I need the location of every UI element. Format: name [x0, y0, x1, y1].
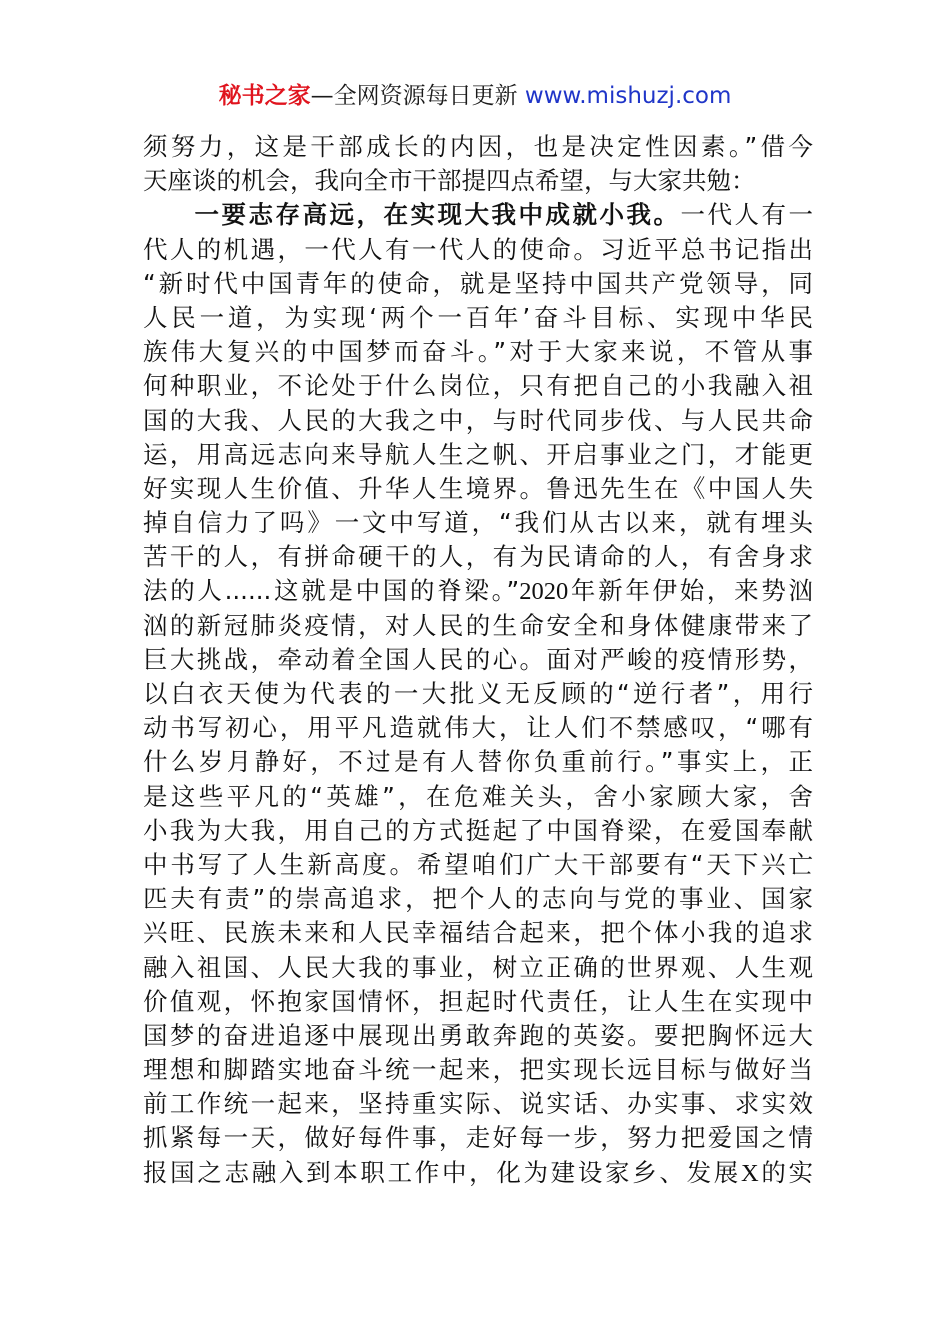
header-tagline: —全网资源每日更新: [310, 83, 518, 109]
line-text: 人民一道，为实现‘两个一百年’奋斗目标、实现中华民: [143, 302, 813, 332]
line-text: 须努力，这是干部成长的内因，也是决定性因素。”借今: [143, 132, 813, 161]
line-text: 汹的新冠肺炎疫情，对人民的生命安全和身体健康带来了: [143, 610, 813, 640]
page-header: [0, 80, 950, 112]
text-line: [143, 438, 813, 472]
line-text: 的实: [758, 1157, 813, 1187]
latin-text: 2020: [519, 578, 569, 606]
bold-heading-text: 一要志存高远，在实现大我中成就小我。: [192, 200, 681, 230]
text-line: [143, 711, 813, 745]
line-text: 什么岁月静好，不过是有人替你负重前行。”事实上，正: [143, 747, 813, 777]
text-line: [143, 882, 813, 916]
line-text: 抓紧每一天，做好每件事，走好每一步，努力把爱国之情: [143, 1123, 813, 1153]
text-line: [143, 1053, 813, 1087]
line-text: 苦干的人，有拼命硬干的人，有为民请命的人，有舍身求: [143, 542, 813, 572]
text-line: [143, 643, 813, 677]
text-line: [143, 814, 813, 848]
line-text: 运，用高远志向来导航人生之帆、开启事业之门，才能更: [143, 439, 813, 469]
latin-text: X: [740, 1159, 759, 1187]
line-text: “新时代中国青年的使命，就是坚持中国共产党领导，同: [143, 268, 813, 298]
line-text: 掉自信力了吗》一文中写道，“我们从古以来，就有埋头: [143, 508, 813, 538]
text-line: [143, 198, 813, 232]
line-text: 巨大挑战，牵动着全国人民的心。面对严峻的疫情形势，: [143, 644, 813, 674]
text-line: [143, 472, 813, 506]
line-text: 前工作统一起来，坚持重实际、说实话、办实事、求实效: [143, 1089, 813, 1119]
header-url-link[interactable]: www.mishuzj.com: [524, 83, 732, 109]
line-text: 年新年伊始，来势汹: [568, 576, 814, 606]
text-line: [143, 267, 813, 301]
text-line: [143, 301, 813, 335]
line-text: 融入祖国、人民大我的事业，树立正确的世界观、人生观: [143, 952, 813, 982]
line-text: 是这些平凡的“英雄”，在危难关头，舍小家顾大家，舍: [143, 781, 813, 811]
line-text: 何种职业，不论处于什么岗位，只有把自己的小我融入祖: [143, 371, 813, 401]
text-line: [143, 335, 813, 369]
line-text: 理想和脚踏实地奋斗统一起来，把实现长远目标与做好当: [143, 1055, 813, 1085]
line-text: 报国之志融入到本职工作中，化为建设家乡、发展: [143, 1157, 741, 1187]
text-line: [143, 574, 813, 608]
text-line: [143, 609, 813, 643]
text-line: [143, 780, 813, 814]
text-line: [143, 506, 813, 540]
text-line: [143, 1156, 813, 1190]
text-line: [143, 916, 813, 950]
line-text: 天座谈的机会，我向全市干部提四点希望，与大家共勉：: [143, 166, 756, 196]
text-line: [143, 745, 813, 779]
text-line: [143, 1019, 813, 1053]
line-text: 小我为大我，用自己的方式挺起了中国脊梁，在爱国奉献: [143, 815, 813, 845]
text-line: [143, 130, 813, 164]
text-line: [143, 369, 813, 403]
line-text: 以白衣天使为代表的一大批义无反顾的“逆行者”，用行: [143, 679, 813, 708]
line-text: 一代人有一: [680, 200, 813, 230]
document-body: [143, 130, 813, 1190]
line-text: 匹夫有责”的崇高追求，把个人的志向与党的事业、国家: [143, 884, 813, 914]
text-line: [143, 985, 813, 1019]
text-line: [143, 848, 813, 882]
text-line: [143, 540, 813, 574]
line-text: 法的人......这就是中国的脊梁。”: [143, 576, 520, 606]
text-line: [143, 164, 813, 198]
line-text: 好实现人生价值、升华人生境界。鲁迅先生在《中国人失: [143, 473, 813, 503]
text-line: [143, 677, 813, 711]
line-text: 兴旺、民族未来和人民幸福结合起来，把个体小我的追求: [143, 918, 813, 948]
line-text: 价值观，怀抱家国情怀，担起时代责任，让人生在实现中: [143, 986, 813, 1016]
line-text: 中书写了人生新高度。希望咱们广大干部要有“天下兴亡: [143, 849, 813, 879]
header-brand: 秘书之家: [218, 83, 311, 109]
line-text: 国梦的奋进追逐中展现出勇敢奔跑的英姿。要把胸怀远大: [143, 1020, 813, 1050]
text-line: [143, 951, 813, 985]
line-text: 国的大我、人民的大我之中，与时代同步伐、与人民共命: [143, 405, 813, 435]
line-text: 族伟大复兴的中国梦而奋斗。”对于大家来说，不管从事: [143, 337, 813, 367]
text-line: [143, 1121, 813, 1155]
text-line: [143, 1087, 813, 1121]
text-line: [143, 404, 813, 438]
line-text: 代人的机遇，一代人有一代人的使命。习近平总书记指出: [143, 234, 813, 264]
text-line: [143, 233, 813, 267]
line-text: 动书写初心，用平凡造就伟大，让人们不禁感叹，“哪有: [143, 713, 813, 743]
